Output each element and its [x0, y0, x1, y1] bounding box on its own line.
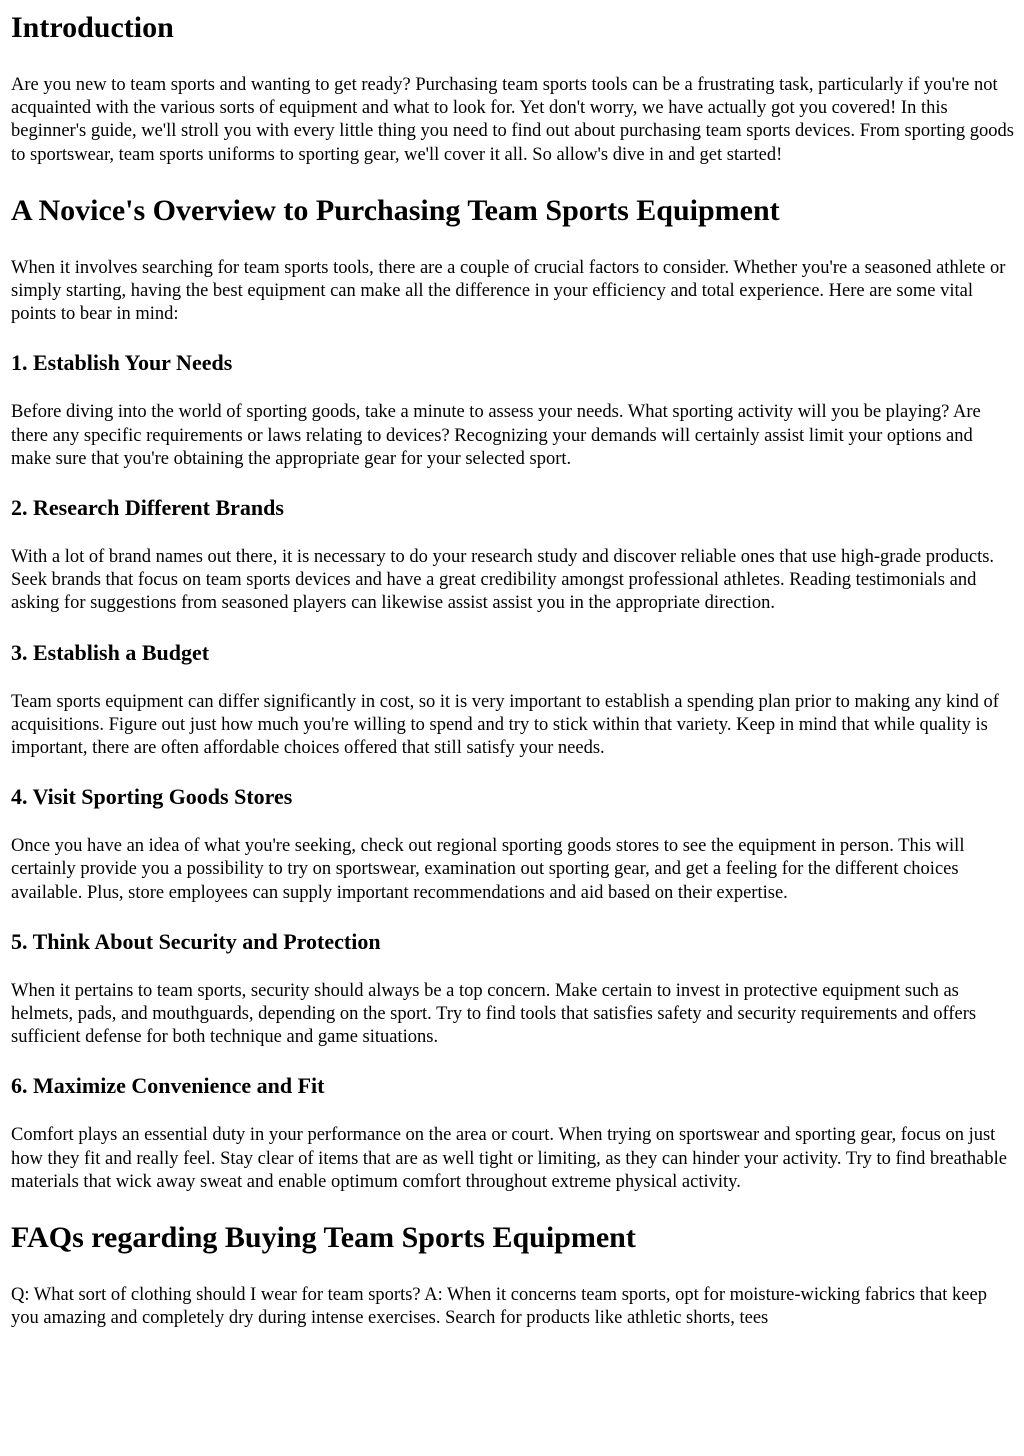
faq-paragraph: Q: What sort of clothing should I wear for team sports? A: When it concerns team sports, opt for moisture-wicking fabrics that keep you amazing and completely dry during intense exercises. Search for products like athletic shorts, tees: [11, 1285, 987, 1329]
section-establish-needs: [11, 350, 1016, 471]
section-paragraph: Comfort plays an essential duty in your performance on the area or court. When trying on sportswear and sporting gear, focus on just how they fit and really feel. Stay clear of items that are as well tight or limiting, as they can hinder your activity. Try to find breathable materials that wick away sweat and enable optimum comfort throughout extreme physical activity.: [11, 1125, 1007, 1192]
section-paragraph: Once you have an idea of what you're seeking, check out regional sporting goods stores to see the equipment in person. This will certainly provide you a possibility to try on sportswear, examination out sporting gear, and get a feeling for the different choices available. Plus, store employees can supply important recommendations and aid based on their expertise.: [11, 836, 965, 903]
section-paragraph: When it pertains to team sports, security should always be a top concern. Make certain to invest in protective equipment such as helmets, pads, and mouthguards, depending on the sport. Try to find tools that satisfies safety and security requirements and offers sufficient defense for both technique and game situations.: [11, 980, 977, 1048]
section-visit-stores: [11, 784, 1016, 905]
overview-heading: A Novice's Overview to Purchasing Team Sports Equipment: [11, 193, 780, 227]
section-paragraph: Before diving into the world of sporting goods, take a minute to assess your needs. What sporting activity will you be playing? Are there any specific requirements or laws relating to devices? Recognizing your demands will certainly assist limit your options and make sure that you're obtaining the appropriate gear for your selected sport.: [11, 402, 981, 469]
overview-paragraph: When it involves searching for team sports tools, there are a couple of crucial factors to consider. Whether you're a seasoned athlete or simply starting, having the best equipment can make all the difference in your efficiency and total experience. Here are some vital points to bear in mind:: [11, 257, 1006, 325]
faqs-heading: FAQs regarding Buying Team Sports Equipment: [11, 1221, 636, 1255]
section-heading: 6. Maximize Convenience and Fit: [11, 1073, 325, 1099]
section-heading: 4. Visit Sporting Goods Stores: [11, 784, 293, 810]
article: [0, 10, 1024, 1330]
section-security-protection: [11, 929, 1016, 1050]
section-paragraph: With a lot of brand names out there, it is necessary to do your research study and discover reliable ones that use high-grade products. Seek brands that focus on team sports devices and have a great credibility amongst professional athletes. Reading testimonials and asking for suggestions from seasoned players can likewise assist assist you in the appropriate direction.: [11, 547, 995, 614]
section-heading: 3. Establish a Budget: [11, 639, 210, 665]
intro-heading: Introduction: [11, 11, 174, 44]
section-heading: 5. Think About Security and Protection: [11, 928, 381, 954]
section-paragraph: Team sports equipment can differ significantly in cost, so it is very important to establish a spending plan prior to making any kind of acquisitions. Figure out just how much you're willing to spend and try to stick within that variety. Keep in mind that while quality is important, there are often affordable choices offered that still satisfy your needs.: [11, 691, 999, 759]
section-convenience-fit: [11, 1073, 1016, 1194]
intro-paragraph: Are you new to team sports and wanting to get ready? Purchasing team sports tools can be a frustrating task, particularly if you're not acquainted with the various sorts of equipment and what to look for. Yet don't worry, we have actually got you covered! In this beginner's guide, we'll stroll you with every little thing you need to find out about purchasing team sports devices. From sporting goods to sportswear, team sports uniforms to sporting gear, we'll cover it all. So allow's dive in and get started!: [11, 75, 1014, 165]
section-heading: 2. Research Different Brands: [11, 495, 284, 521]
section-research-brands: [11, 495, 1016, 616]
section-heading: 1. Establish Your Needs: [11, 350, 233, 376]
section-establish-budget: [11, 640, 1016, 761]
